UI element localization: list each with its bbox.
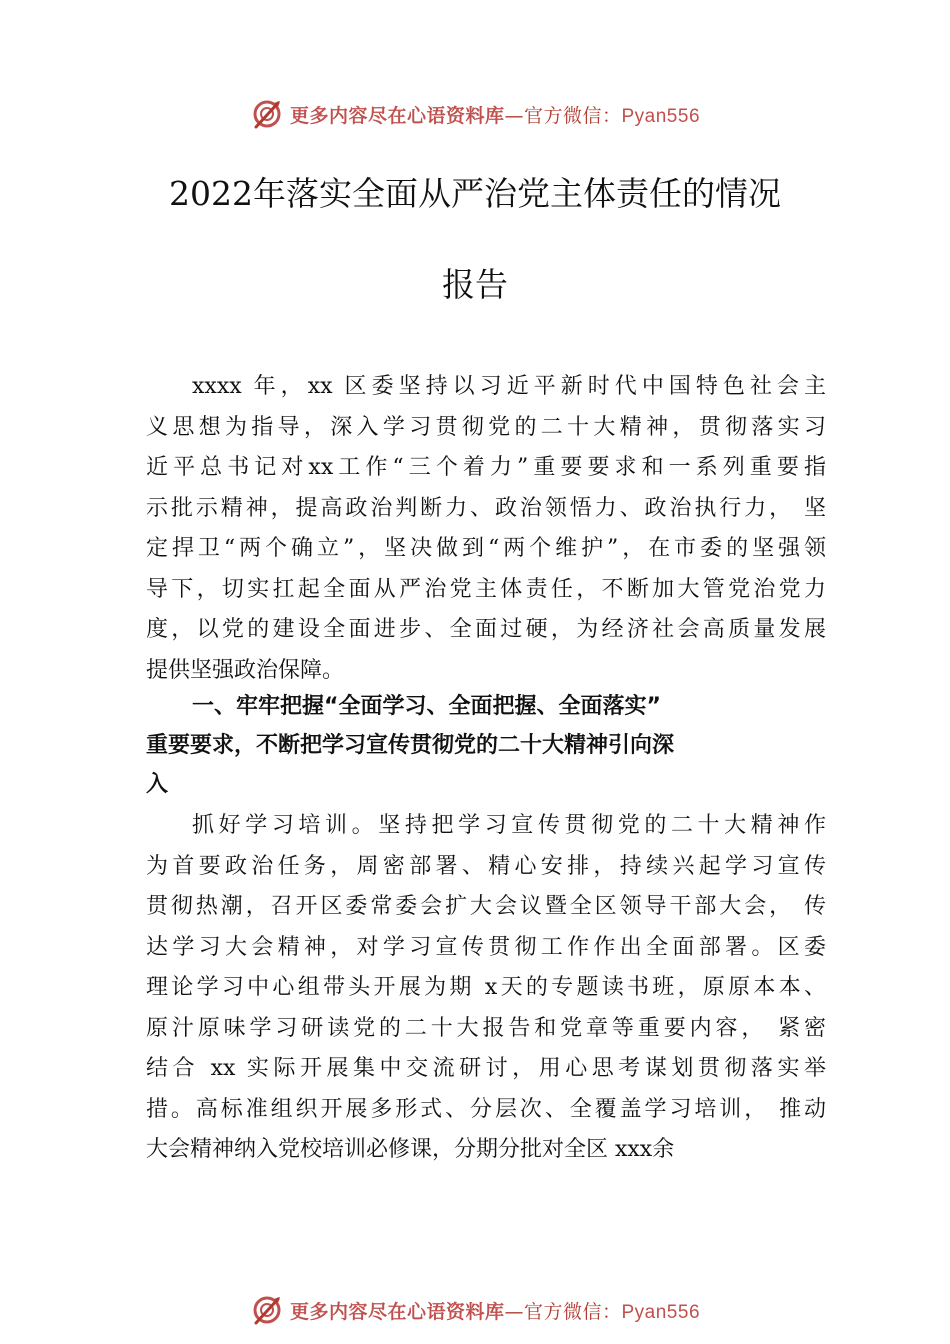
document-title-line-2: 报告	[442, 265, 508, 304]
paragraph-line: 义思想为指导，深入学习贯彻党的二十大精神，贯彻落实习	[146, 414, 826, 440]
paragraph-line: 贯彻热潮，召开区委常委会扩大会议暨全区领导干部大会， 传	[146, 894, 826, 919]
paragraph-line: 度，以党的建设全面进步、全面过硬，为经济社会高质量发展	[146, 617, 826, 642]
paragraph-line: 达学习大会精神，对学习宣传贯彻工作作出全面部署。区委	[146, 934, 826, 960]
paragraph-line: 抓好学习培训。坚持把学习宣传贯彻党的二十大精神作	[192, 813, 826, 838]
watermark-header	[0, 94, 950, 134]
paragraph-line: xxxx 年，xx 区委坚持以习近平新时代中国特色社会主	[192, 374, 826, 399]
heading-line: 入	[146, 772, 169, 797]
paragraph-line: 原汁原味学习研读党的二十大报告和党章等重要内容， 紧密	[146, 1015, 826, 1041]
watermark-label: 官方微信：	[523, 104, 622, 127]
paragraph-line: 近平总书记对xx工作“三个着力”重要要求和一系列重要指	[146, 455, 826, 480]
pen-seal-icon	[250, 1293, 284, 1327]
watermark-main-text: 更多内容尽在心语资料库	[289, 1300, 505, 1323]
paragraph-line: 为首要政治任务，周密部署、精心安排，持续兴起学习宣传	[146, 853, 826, 879]
paragraph-line: 结合 xx 实际开展集中交流研讨，用心思考谋划贯彻落实举	[146, 1056, 826, 1081]
paragraph-line: 大会精神纳入党校培训必修课，分期分批对全区 xxx余	[146, 1137, 675, 1162]
paragraph-line: 导下，切实扛起全面从严治党主体责任，不断加大管党治党力	[146, 576, 826, 602]
watermark-dash: —	[504, 104, 524, 127]
paragraph-line: 理论学习中心组带头开展为期 x天的专题读书班，原原本本、	[146, 975, 826, 1000]
document-title-line-1: 2022年落实全面从严治党主体责任的情况	[169, 174, 781, 213]
heading-line: 重要要求，不断把学习宣传贯彻党的二十大精神引向深	[146, 733, 675, 758]
paragraph-line: 定捍卫“两个确立”，坚决做到“两个维护”，在市委的坚强领	[146, 536, 826, 561]
study-training-paragraph	[146, 806, 826, 1171]
watermark-main-text: 更多内容尽在心语资料库	[289, 104, 505, 127]
watermark-wechat-id: Pyan556	[621, 105, 701, 127]
paragraph-line: 示批示精神，提高政治判断力、政治领悟力、政治执行力， 坚	[146, 495, 826, 521]
paragraph-line: 措。高标准组织开展多形式、分层次、全覆盖学习培训， 推动	[146, 1096, 826, 1122]
section-heading-1	[146, 687, 766, 804]
watermark-dash: —	[504, 1300, 524, 1323]
intro-paragraph	[146, 367, 826, 691]
watermark-footer	[0, 1290, 950, 1330]
pen-seal-icon	[250, 97, 284, 131]
heading-line: 一、牢牢把握“全面学习、全面把握、全面落实”	[192, 694, 661, 719]
paragraph-line: 提供坚强政治保障。	[146, 657, 345, 683]
watermark-label: 官方微信：	[523, 1300, 622, 1323]
watermark-wechat-id: Pyan556	[621, 1301, 701, 1323]
